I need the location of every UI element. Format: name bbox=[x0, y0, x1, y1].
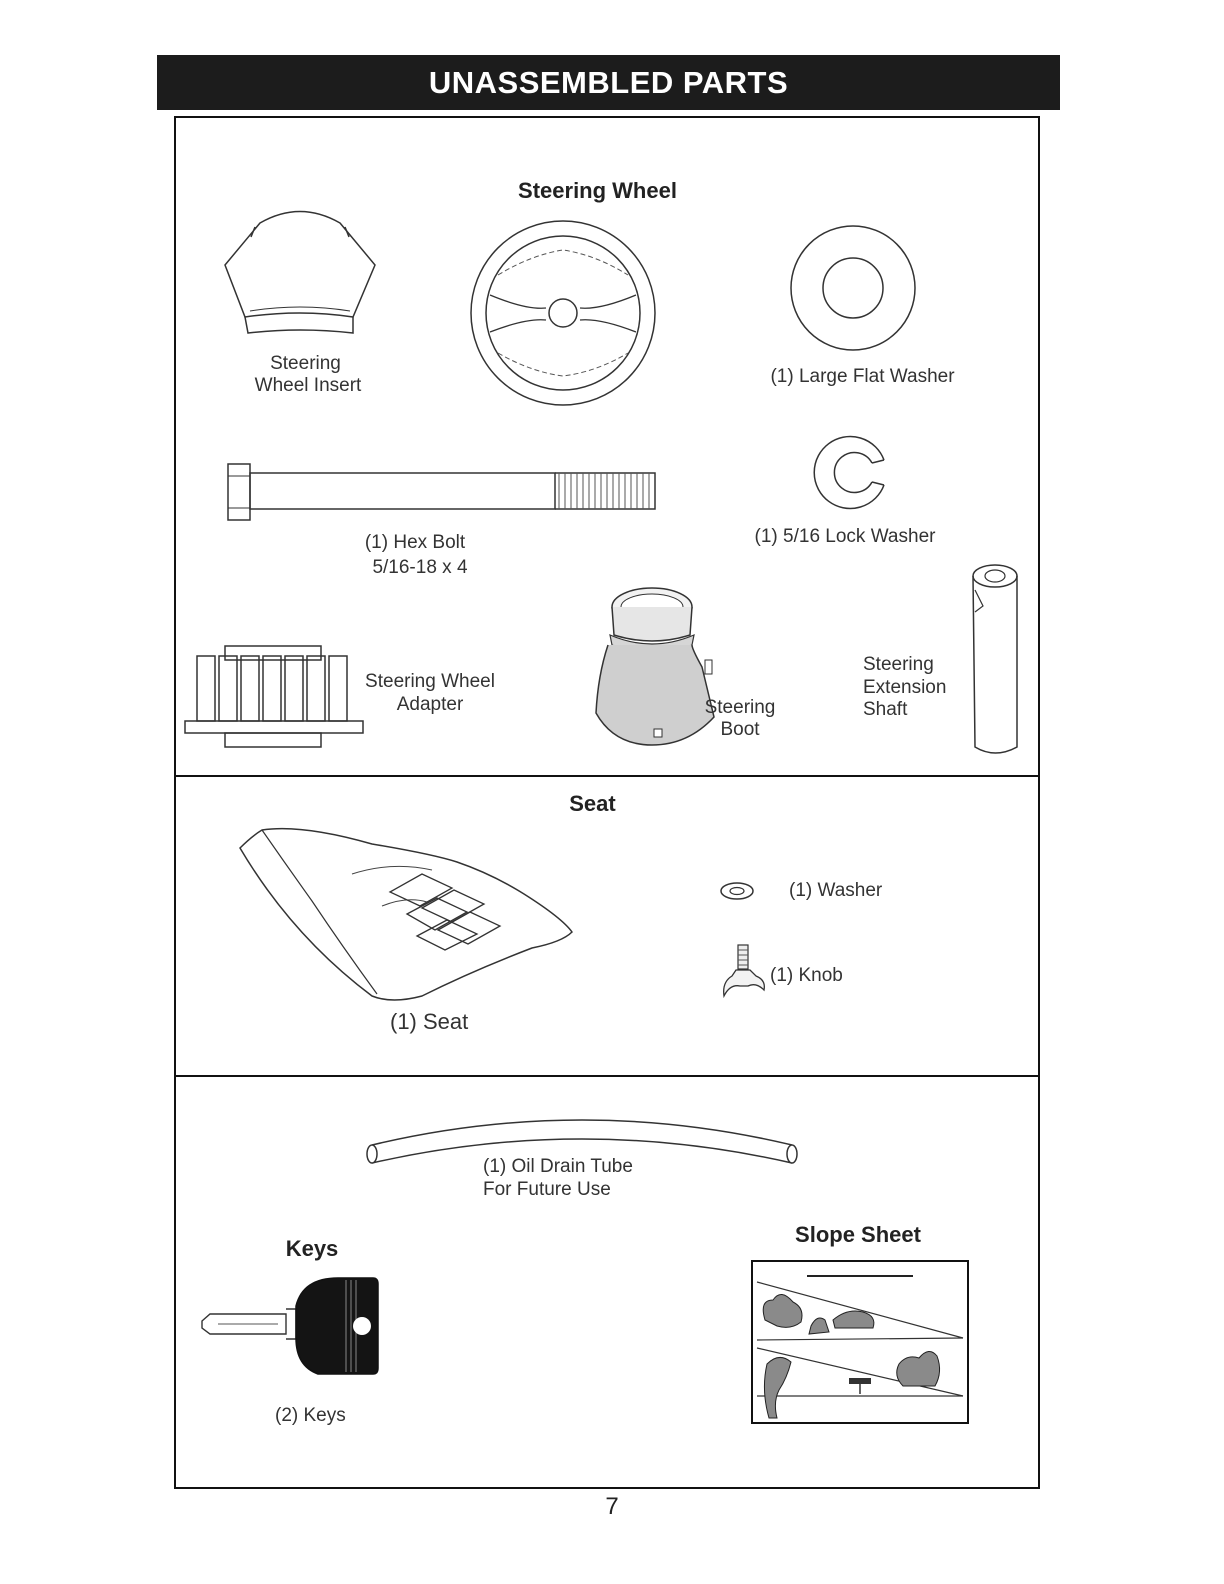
large-flat-washer-label: (1) Large Flat Washer bbox=[770, 366, 955, 387]
seat-heading: Seat bbox=[569, 791, 616, 816]
slope-sheet-heading: Slope Sheet bbox=[795, 1222, 921, 1247]
large-flat-washer-illustration bbox=[789, 225, 919, 355]
shaft-label-line2: Extension bbox=[863, 677, 947, 698]
seat-label: (1) Seat bbox=[390, 1009, 469, 1034]
lock-washer-label: (1) 5/16 Lock Washer bbox=[754, 526, 936, 547]
key-illustration bbox=[198, 1276, 383, 1376]
hex-bolt-label-line1: (1) Hex Bolt bbox=[364, 532, 466, 553]
seat-washer-label: (1) Washer bbox=[789, 880, 883, 901]
boot-label-line2: Boot bbox=[720, 719, 760, 740]
slope-sheet-illustration bbox=[751, 1260, 970, 1425]
shaft-label-line1: Steering bbox=[863, 654, 934, 675]
boot-label-line1: Steering bbox=[704, 697, 776, 718]
insert-label-line1: Steering bbox=[270, 353, 341, 374]
shaft-label-line3: Shaft bbox=[863, 699, 908, 720]
oil-drain-tube-label-line2: For Future Use bbox=[483, 1179, 611, 1200]
section-divider-seat bbox=[174, 775, 1040, 777]
steering-wheel-heading: Steering Wheel bbox=[518, 178, 677, 203]
steering-extension-shaft-illustration bbox=[970, 562, 1022, 762]
hex-bolt-illustration bbox=[225, 460, 665, 525]
keys-label: (2) Keys bbox=[275, 1405, 346, 1426]
page-title-banner: UNASSEMBLED PARTS bbox=[157, 55, 1060, 110]
adapter-label-line1: Steering Wheel bbox=[365, 671, 495, 692]
steering-wheel-illustration bbox=[466, 220, 661, 410]
page-number: 7 bbox=[605, 1493, 619, 1520]
seat-knob-label: (1) Knob bbox=[770, 965, 843, 986]
lock-washer-illustration bbox=[812, 430, 897, 515]
steering-wheel-adapter-illustration bbox=[183, 642, 368, 750]
steering-wheel-insert-illustration bbox=[215, 205, 385, 345]
hex-bolt-label-line2: 5/16-18 x 4 bbox=[372, 557, 468, 578]
seat-illustration bbox=[232, 826, 577, 1004]
keys-heading: Keys bbox=[285, 1236, 339, 1261]
oil-drain-tube-label-line1: (1) Oil Drain Tube bbox=[483, 1156, 633, 1177]
section-divider-misc bbox=[174, 1075, 1040, 1077]
seat-washer-illustration bbox=[718, 879, 756, 903]
adapter-label-line2: Adapter bbox=[396, 694, 464, 715]
seat-knob-illustration bbox=[720, 942, 768, 1000]
insert-label-line2: Wheel Insert bbox=[254, 375, 362, 396]
